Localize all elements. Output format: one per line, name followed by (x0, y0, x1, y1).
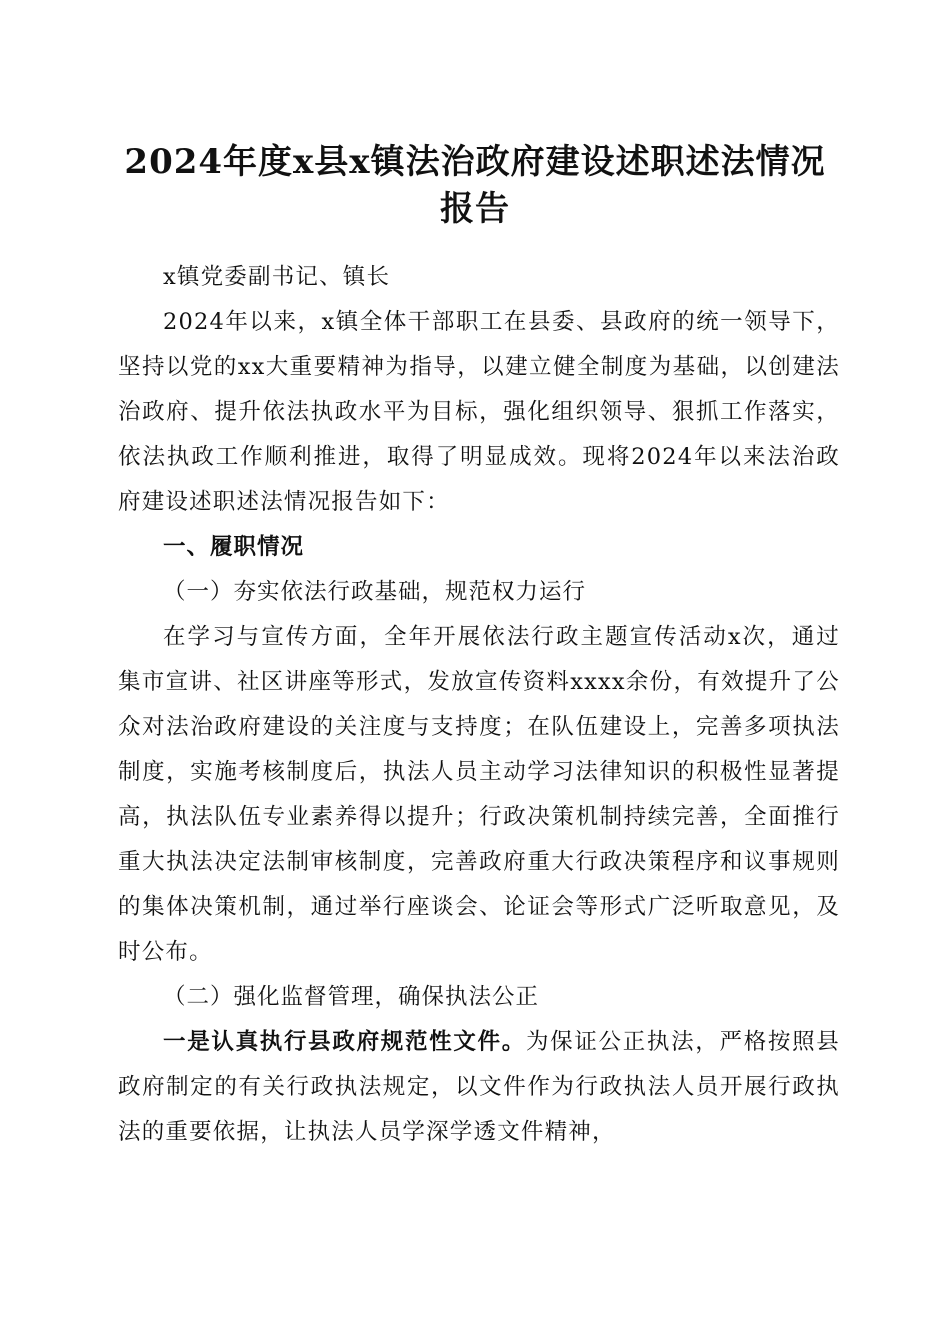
subsection-2-text: 为保证公正执法，严格按照县政府制定的有关行政执法规定，以文件作为行政执法人员开展行政执法的重要依据，让执法人员学深学透文件精神， (118, 1029, 840, 1145)
subsection-2-paragraph (118, 1020, 840, 1155)
document-body (118, 255, 840, 1155)
document-title-line2: 报告 (440, 189, 510, 229)
author-line: x镇党委副书记、镇长 (163, 264, 391, 290)
subsection-heading-2: （二）强化监督管理，确保执法公正 (163, 984, 540, 1010)
intro-paragraph: 2024年以来，x镇全体干部职工在县委、县政府的统一领导下，坚持以党的xx大重要精神为指导，以建立健全制度为基础，以创建法治政府、提升依法执政水平为目标，强化组织领导、狠抓工作落实，依法执政工作顺利推进，取得了明显成效。现将2024年以来法治政府建设述职述法情况报告如下： (118, 309, 840, 515)
section-heading-1: 一、履职情况 (163, 534, 305, 560)
document-title-line1: 2024年度x县x镇法治政府建设述职述法情况 (124, 142, 826, 182)
subsection-2-lead: 一是认真执行县政府规范性文件。 (163, 1029, 526, 1055)
subsection-heading-1: （一）夯实依法行政基础，规范权力运行 (163, 579, 587, 605)
subsection-1-paragraph: 在学习与宣传方面，全年开展依法行政主题宣传活动x次，通过集市宣讲、社区讲座等形式，发放宣传资料xxxx余份，有效提升了公众对法治政府建设的关注度与支持度；在队伍建设上，完善多项执法制度，实施考核制度后，执法人员主动学习法律知识的积极性显著提高，执法队伍专业素养得以提升；行政决策机制持续完善，全面推行重大执法决定法制审核制度，完善政府重大行政决策程序和议事规则的集体决策机制，通过举行座谈会、论证会等形式广泛听取意见，及时公布。 (118, 624, 840, 965)
